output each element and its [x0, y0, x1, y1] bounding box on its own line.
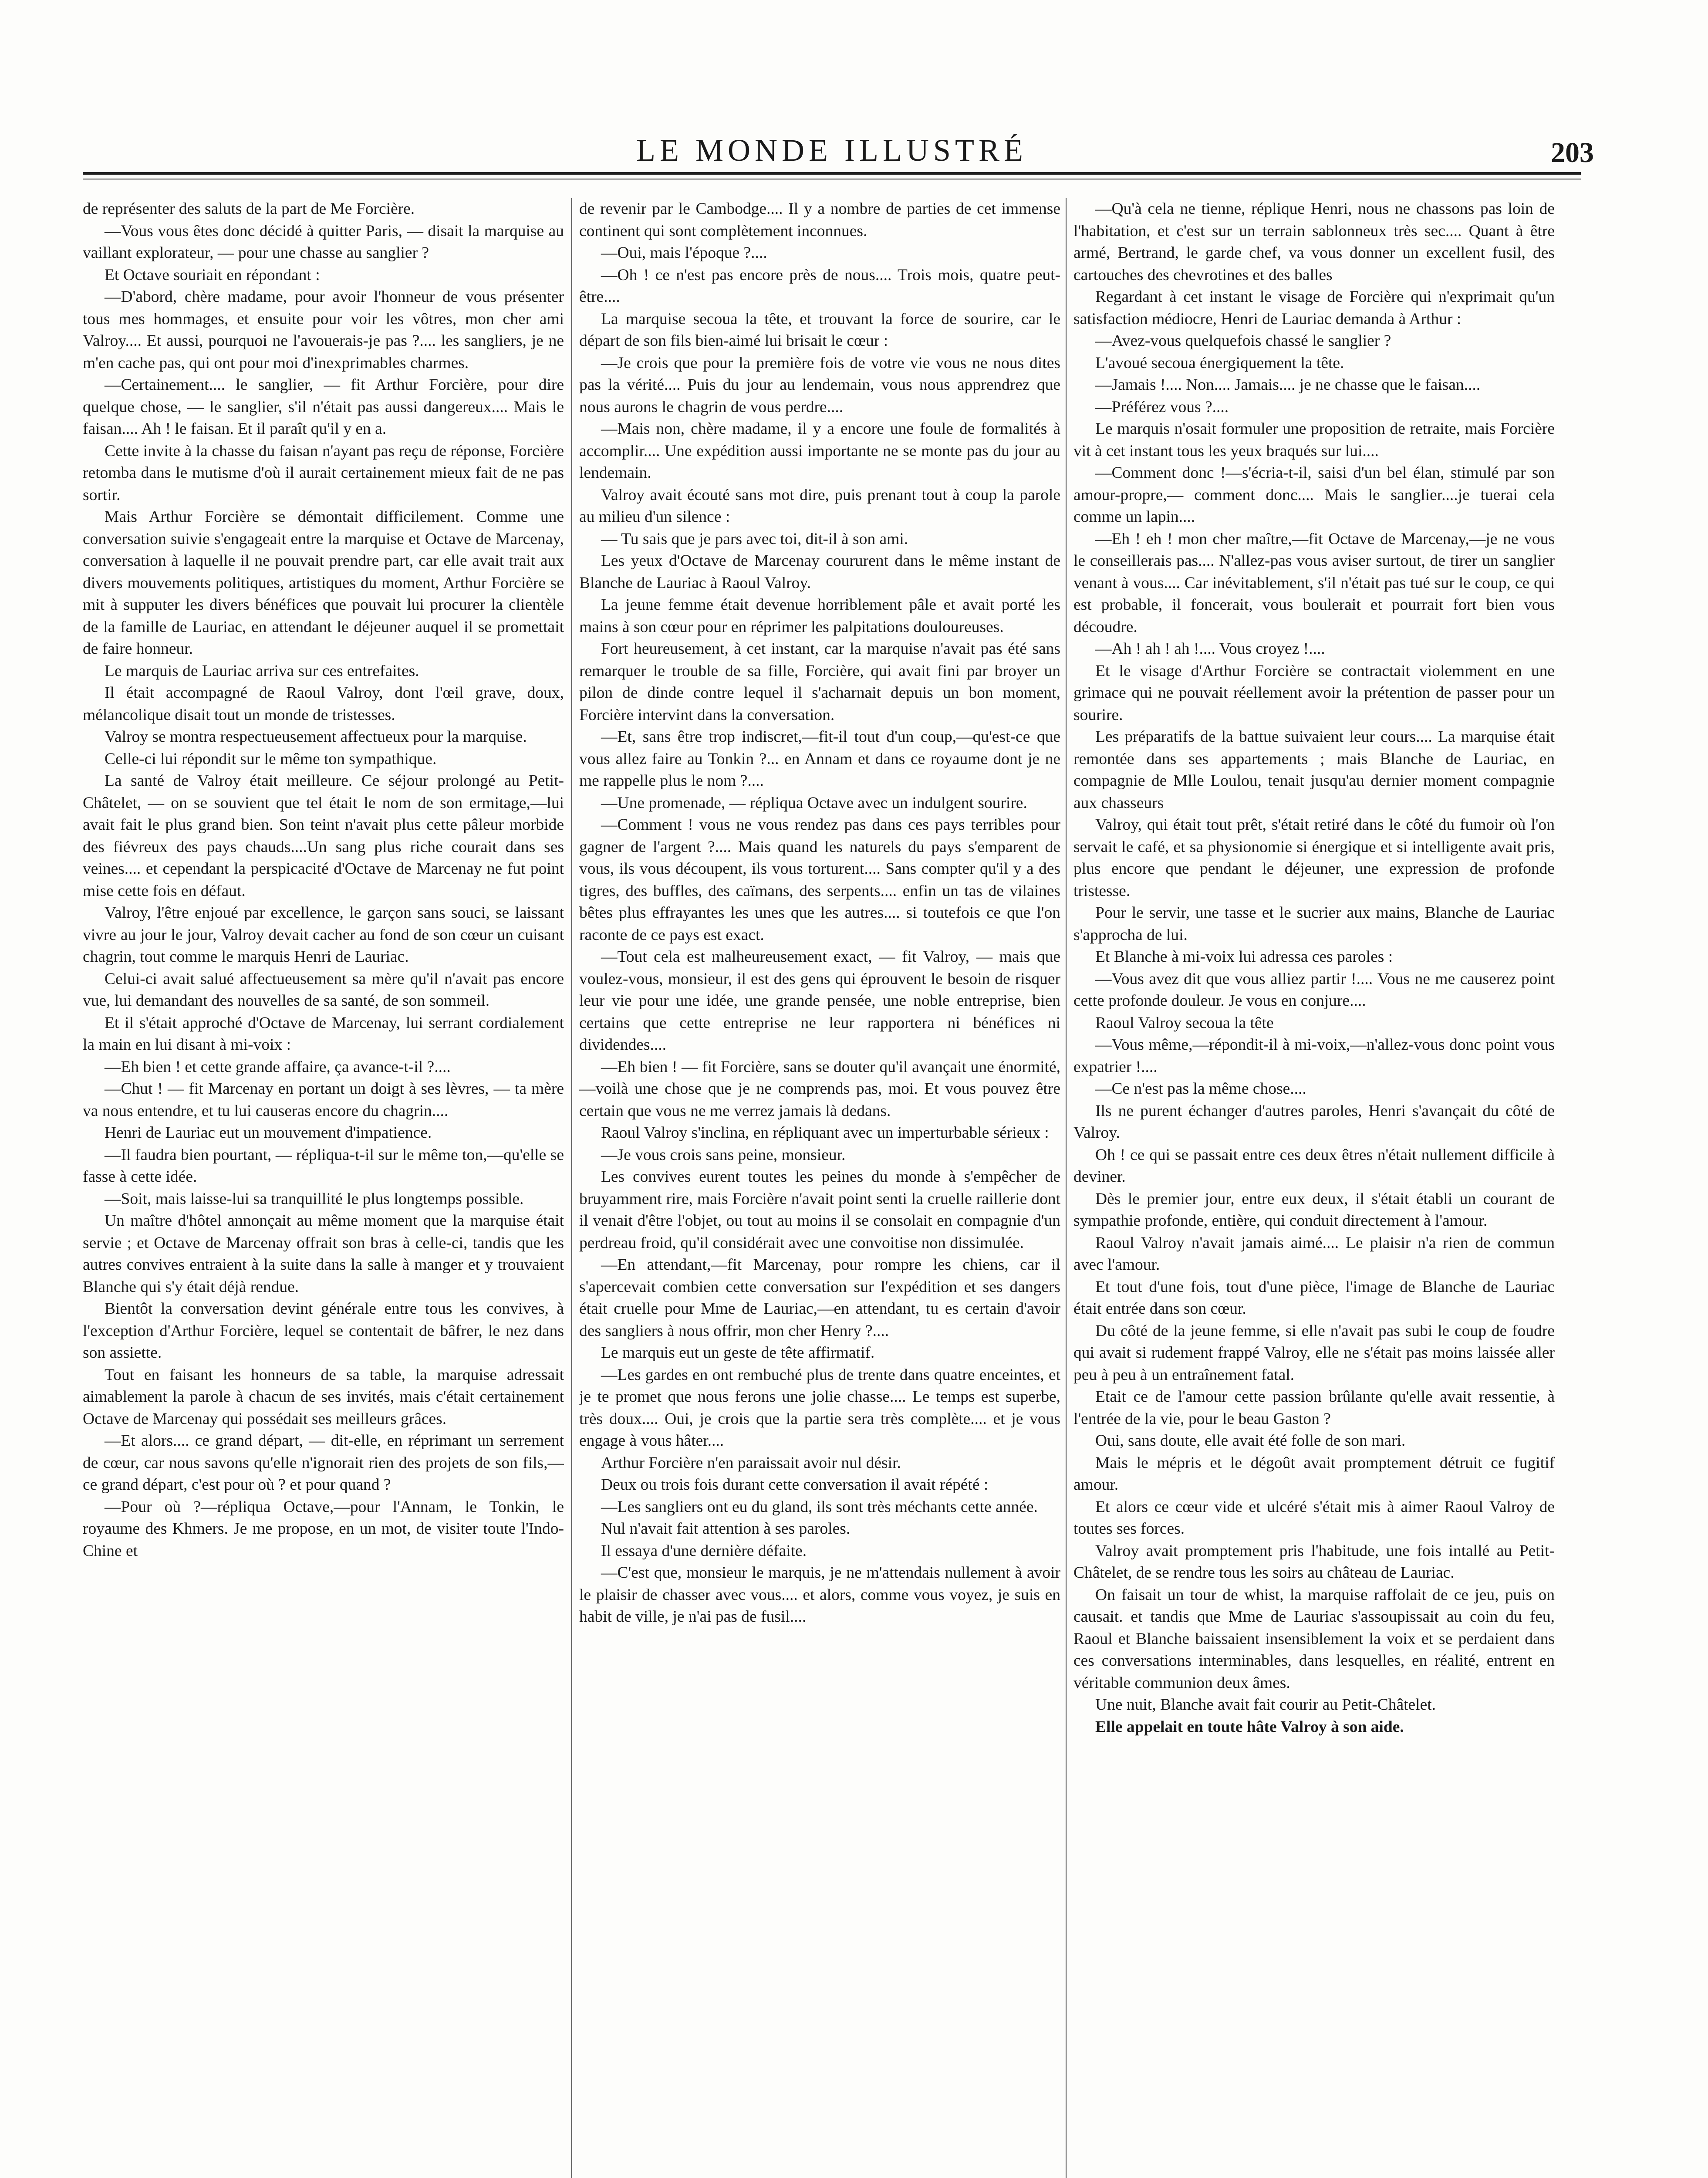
article-paragraph: —Vous même,—répondit-il à mi-voix,—n'allez-vous donc point vous expatrier !....: [1073, 1036, 1555, 1076]
article-paragraph: —Certainement.... le sanglier, — fit Arthur Forcière, pour dire quelque chose, — le sanglier, s'il n'était pas aussi dangereux.... Mais le faisan.... Ah ! le faisan. Et il paraît qu'il y en a.: [83, 376, 564, 438]
article-paragraph: Les préparatifs de la battue suivaient leur cours.... La marquise était remontée dans ses appartements ; mais Blanche de Lauriac, en compagnie de Mlle Loulou, tenait jusqu'au dernier moment compagnie aux chasseurs: [1073, 728, 1555, 812]
article-paragraph: — Tu sais que je pars avec toi, dit-il à son ami.: [601, 530, 908, 548]
article-paragraph: —Avez-vous quelquefois chassé le sanglier ?: [1095, 332, 1391, 350]
article-paragraph: Le marquis eut un geste de tête affirmatif.: [601, 1344, 875, 1362]
article-paragraph: L'avoué secoua énergiquement la tête.: [1095, 354, 1344, 372]
article-paragraph: Raoul Valroy n'avait jamais aimé.... Le plaisir n'a rien de commun avec l'amour.: [1073, 1234, 1555, 1274]
article-paragraph: de revenir par le Cambodge.... Il y a nombre de parties de cet immense continent qui sont complètement inconnues.: [579, 200, 1060, 240]
article-paragraph: Arthur Forcière n'en paraissait avoir nul désir.: [601, 1454, 901, 1472]
article-paragraph: de représenter des saluts de la part de Me Forcière.: [83, 200, 415, 218]
article-paragraph: —Je crois que pour la première fois de votre vie vous ne nous dites pas la vérité.... Puis du jour au lendemain, vous nous apprendrez que nous aurons le chagrin de vous perdre....: [579, 354, 1060, 416]
article-paragraph: —Eh bien ! et cette grande affaire, ça avance-t-il ?....: [105, 1058, 451, 1076]
article-paragraph: —D'abord, chère madame, pour avoir l'honneur de vous présenter tous mes hommages, et ensuite pour voir les vôtres, mon cher ami Valroy.... Et aussi, pourquoi ne l'avouerais-je pas ?.... les sangliers, je ne m'en cache pas, qui ont pour moi d'inexprimables charmes.: [83, 288, 564, 372]
article-paragraph: —Soit, mais laisse-lui sa tranquillité le plus longtemps possible.: [105, 1190, 524, 1208]
article-paragraph: Et Blanche à mi-voix lui adressa ces paroles :: [1095, 948, 1393, 966]
article-paragraph: Bientôt la conversation devint générale entre tous les convives, à l'exception d'Arthur Forcière, lequel se contentait de bâfrer, le nez dans son assiette.: [83, 1300, 564, 1362]
article-paragraph: Du côté de la jeune femme, si elle n'avait pas subi le coup de foudre qui avait si rudement frappé Valroy, elle ne s'était pas moins laissée aller peu à peu à un entraînement fatal.: [1073, 1322, 1555, 1384]
article-paragraph: Henri de Lauriac eut un mouvement d'impatience.: [105, 1124, 432, 1142]
article-paragraph: —Tout cela est malheureusement exact, — fit Valroy, — mais que voulez-vous, monsieur, il est des gens qui éprouvent le besoin de risquer leur vie pour une idée, une grande pensée, une noble entreprise, bien certains que cette entreprise ne leur rapportera ni bénéfices ni dividendes....: [579, 948, 1060, 1054]
article-paragraph: Et alors ce cœur vide et ulcéré s'était mis à aimer Raoul Valroy de toutes ses forces.: [1073, 1498, 1555, 1538]
article-paragraph: Fort heureusement, à cet instant, car la marquise n'avait pas été sans remarquer le trouble de sa fille, Forcière, qui avait fini par broyer un pilon de dinde contre lequel il s'acharnait depuis un bon moment, Forcière intervint dans la conversation.: [579, 640, 1060, 724]
article-paragraph: Le marquis de Lauriac arriva sur ces entrefaites.: [105, 662, 419, 680]
article-paragraph: Elle appelait en toute hâte Valroy à son aide.: [1095, 1718, 1404, 1736]
article-paragraph: Et le visage d'Arthur Forcière se contractait violemment en une grimace qui ne pouvait réellement avoir la prétention de passer pour un sourire.: [1073, 662, 1555, 724]
article-paragraph: Celui-ci avait salué affectueusement sa mère qu'il n'avait pas encore vue, lui demandant des nouvelles de sa santé, de son sommeil.: [83, 970, 564, 1010]
article-paragraph: Les convives eurent toutes les peines du monde à s'empêcher de bruyamment rire, mais Forcière n'avait point senti la cruelle raillerie dont il venait d'être l'objet, ou tout au moins il se consolait en compagnie d'un perdreau froid, qu'il considérait avec une convoitise non dissimulée.: [579, 1168, 1060, 1252]
article-paragraph: Raoul Valroy s'inclina, en répliquant avec un imperturbable sérieux :: [601, 1124, 1049, 1142]
article-paragraph: Etait ce de l'amour cette passion brûlante qu'elle avait ressentie, à l'entrée de la vie, pour le beau Gaston ?: [1073, 1388, 1555, 1428]
article-paragraph: —Oui, mais l'époque ?....: [601, 244, 767, 262]
article-paragraph: Regardant à cet instant le visage de Forcière qui n'exprimait qu'un satisfaction médiocre, Henri de Lauriac demanda à Arthur :: [1073, 288, 1555, 328]
article-paragraph: Et tout d'une fois, tout d'une pièce, l'image de Blanche de Lauriac était entrée dans son cœur.: [1073, 1278, 1555, 1318]
article-paragraph: Oh ! ce qui se passait entre ces deux êtres n'était nullement difficile à deviner.: [1073, 1146, 1555, 1186]
article-paragraph: —Je vous crois sans peine, monsieur.: [601, 1146, 846, 1164]
article-paragraph: Une nuit, Blanche avait fait courir au Petit-Châtelet.: [1095, 1696, 1436, 1714]
article-paragraph: —Qu'à cela ne tienne, réplique Henri, nous ne chassons pas loin de l'habitation, et c'est sur un terrain sablonneux très sec.... Quant à être armé, Bertrand, le garde chef, va vous donner un excellent fusil, des cartouches des chevrotines et des balles: [1073, 200, 1555, 284]
article-paragraph: —Eh ! eh ! mon cher maître,—fit Octave de Marcenay,—je ne vous le conseillerais pas.... N'allez-pas vous aviser surtout, de tirer un sanglier venant à vous.... Car inévitablement, s'il n'était pas tué sur le coup, ce qui est probable, il foncerait, vous boulerait et pourrait fort bien vous découdre.: [1073, 530, 1555, 636]
text-column-2: [579, 198, 1060, 2178]
text-column-3: [1073, 198, 1555, 2178]
article-paragraph: —Chut ! — fit Marcenay en portant un doigt à ses lèvres, — ta mère va nous entendre, et tu lui causeras encore du chagrin....: [83, 1080, 564, 1120]
article-paragraph: —Une promenade, — répliqua Octave avec un indulgent sourire.: [601, 794, 1027, 812]
article-paragraph: Valroy avait promptement pris l'habitude, une fois intallé au Petit-Châtelet, de se rendre tous les soirs au château de Lauriac.: [1073, 1542, 1555, 1582]
article-paragraph: La santé de Valroy était meilleure. Ce séjour prolongé au Petit-Châtelet, — on se souvient que tel était le nom de son ermitage,—lui avait fait le plus grand bien. Son teint n'avait plus cette pâleur morbide des fiévreux des pays chauds....Un sang plus riche courait dans ses veines.... et cependant la perspicacité d'Octave de Marcenay ne fut point mise cette fois en défaut.: [83, 772, 564, 900]
article-paragraph: Ils ne purent échanger d'autres paroles, Henri s'avançait du côté de Valroy.: [1073, 1102, 1555, 1142]
article-paragraph: Un maître d'hôtel annonçait au même moment que la marquise était servie ; et Octave de Marcenay offrait son bras à celle-ci, tandis que les autres convives entraient à la suite dans la salle à manger et y trouvaient Blanche qui s'y était déjà rendue.: [83, 1212, 564, 1296]
article-paragraph: Il était accompagné de Raoul Valroy, dont l'œil grave, doux, mélancolique disait tout un monde de tristesses.: [83, 684, 564, 724]
article-paragraph: Deux ou trois fois durant cette conversation il avait répété :: [601, 1476, 989, 1494]
article-paragraph: Raoul Valroy secoua la tête: [1095, 1014, 1274, 1032]
article-paragraph: Les yeux d'Octave de Marcenay coururent dans le même instant de Blanche de Lauriac à Raoul Valroy.: [579, 552, 1060, 592]
text-column-1: [83, 198, 564, 2178]
article-paragraph: La marquise secoua la tête, et trouvant la force de sourire, car le départ de son fils bien-aimé lui brisait le cœur :: [579, 310, 1060, 350]
article-paragraph: —Les gardes en ont rembuché plus de trente dans quatre enceintes, et je te promet que nous ferons une jolie chasse.... Le temps est superbe, très doux.... Oui, je crois que la partie sera très complète.... et je vous engage à vous hâter....: [579, 1366, 1060, 1450]
article-paragraph: Mais Arthur Forcière se démontait difficilement. Comme une conversation suivie s'engageait entre la marquise et Octave de Marcenay, conversation à laquelle il ne pouvait prendre part, car elle avait trait aux divers mouvements politiques, artistiques du moment, Arthur Forcière se mit à supputer les divers bénéfices que pouvait lui procurer la clientèle de la famille de Lauriac, en attendant le déjeuner auquel il se promettait de faire honneur.: [83, 508, 564, 658]
article-paragraph: Oui, sans doute, elle avait été folle de son mari.: [1095, 1432, 1406, 1450]
article-paragraph: —Comment ! vous ne vous rendez pas dans ces pays terribles pour gagner de l'argent ?.... Mais quand les naturels du pays s'emparent de vous, ils vous découpent, ils vous torturent.... Sans compter qu'il y a des tigres, des buffles, des caïmans, des serpents.... enfin un tas de vilaines bêtes plus effrayantes les unes que les autres.... si toutefois ce que l'on raconte de ce pays est exact.: [579, 816, 1060, 944]
column-divider: [1066, 198, 1067, 2178]
article-paragraph: Nul n'avait fait attention à ses paroles.: [601, 1520, 851, 1538]
article-paragraph: —Et alors.... ce grand départ, — dit-elle, en réprimant un serrement de cœur, car nous savons qu'elle n'ignorait rien des projets de son fils,—ce grand départ, c'est pour où ? et pour quand ?: [83, 1432, 564, 1494]
article-paragraph: —Ah ! ah ! ah !.... Vous croyez !....: [1095, 640, 1325, 658]
article-paragraph: Et il s'était approché d'Octave de Marcenay, lui serrant cordialement la main en lui disant à mi-voix :: [83, 1014, 564, 1054]
article-paragraph: —Jamais !.... Non.... Jamais.... je ne chasse que le faisan....: [1095, 376, 1481, 394]
article-paragraph: —Et, sans être trop indiscret,—fit-il tout d'un coup,—qu'est-ce que vous allez faire au Tonkin ?... en Annam et dans ce royaume dont je ne me rappelle plus le nom ?....: [579, 728, 1060, 790]
page-number: 203: [1551, 137, 1594, 169]
article-paragraph: —En attendant,—fit Marcenay, pour rompre les chiens, car il s'apercevait combien cette conversation sur l'expédition et ses dangers était cruelle pour Mme de Lauriac,—en attendant, tu es certain d'avoir des sangliers à nous offrir, mon cher Henry ?....: [579, 1256, 1060, 1340]
article-paragraph: —Ce n'est pas la même chose....: [1095, 1080, 1306, 1098]
article-paragraph: —Mais non, chère madame, il y a encore une foule de formalités à accomplir.... Une expédition aussi importante ne se monte pas du jour au lendemain.: [579, 420, 1060, 482]
header-rule-thick: [83, 172, 1581, 175]
article-paragraph: Valroy se montra respectueusement affectueux pour la marquise.: [105, 728, 527, 746]
article-paragraph: Dès le premier jour, entre eux deux, il s'était établi un courant de sympathie profonde, entière, qui conduit directement à l'amour.: [1073, 1190, 1555, 1230]
article-paragraph: Valroy, qui était tout prêt, s'était retiré dans le côté du fumoir où l'on servait le café, et sa physionomie si énergique et si intelligente avait pris, plus encore que pendant le déjeuner, une expression de profonde tristesse.: [1073, 816, 1555, 900]
article-paragraph: Valroy avait écouté sans mot dire, puis prenant tout à coup la parole au milieu d'un silence :: [579, 486, 1060, 526]
article-paragraph: —Préférez vous ?....: [1095, 398, 1229, 416]
page-header: [83, 131, 1594, 170]
article-paragraph: —Eh bien ! — fit Forcière, sans se douter qu'il avançait une énormité,—voilà une chose que je ne comprends pas, moi. Et vous pouvez être certain que vous ne me verrez jamais là dedans.: [579, 1058, 1060, 1120]
article-paragraph: —Les sangliers ont eu du gland, ils sont très méchants cette année.: [601, 1498, 1038, 1516]
article-paragraph: On faisait un tour de whist, la marquise raffolait de ce jeu, puis on causait. et tandis que Mme de Lauriac s'assoupissait au coin du feu, Raoul et Blanche baissaient insensiblement la voix et se perdaient dans ces conversations interminables, dans lesquelles, en réalité, entrent en véritable communion deux âmes.: [1073, 1586, 1555, 1692]
article-paragraph: —Vous vous êtes donc décidé à quitter Paris, — disait la marquise au vaillant explorateur, — pour une chasse au sanglier ?: [83, 222, 564, 262]
column-divider: [571, 198, 572, 2178]
journal-title: LE MONDE ILLUSTRÉ: [636, 133, 1027, 168]
article-paragraph: —Comment donc !—s'écria-t-il, saisi d'un bel élan, stimulé par son amour-propre,— comment donc.... Mais le sanglier....je tuerai cela comme un lapin....: [1073, 464, 1555, 526]
article-paragraph: Tout en faisant les honneurs de sa table, la marquise adressait aimablement la parole à chacun de ses invités, mais c'était certainement Octave de Marcenay qui possédait ses meilleurs grâces.: [83, 1366, 564, 1428]
article-paragraph: La jeune femme était devenue horriblement pâle et avait porté les mains à son cœur pour en réprimer les palpitations douloureuses.: [579, 596, 1060, 636]
article-paragraph: Le marquis n'osait formuler une proposition de retraite, mais Forcière vit à cet instant tous les yeux braqués sur lui....: [1073, 420, 1555, 460]
article-paragraph: —Vous avez dit que vous alliez partir !.... Vous ne me causerez point cette profonde douleur. Je vous en conjure....: [1073, 970, 1555, 1010]
article-paragraph: —Il faudra bien pourtant, — répliqua-t-il sur le même ton,—qu'elle se fasse à cette idée.: [83, 1146, 564, 1186]
article-paragraph: Valroy, l'être enjoué par excellence, le garçon sans souci, se laissant vivre au jour le jour, Valroy devait cacher au fond de son cœur un cuisant chagrin, tout comme le marquis Henri de Lauriac.: [83, 904, 564, 966]
article-paragraph: Celle-ci lui répondit sur le même ton sympathique.: [105, 750, 437, 768]
article-paragraph: Il essaya d'une dernière défaite.: [601, 1542, 807, 1560]
article-paragraph: Et Octave souriait en répondant :: [105, 266, 320, 284]
article-paragraph: Mais le mépris et le dégoût avait promptement détruit ce fugitif amour.: [1073, 1454, 1555, 1494]
article-paragraph: —Pour où ?—répliqua Octave,—pour l'Annam, le Tonkin, le royaume des Khmers. Je me propose, en un mot, de visiter toute l'Indo-Chine et: [83, 1498, 564, 1560]
article-paragraph: —Oh ! ce n'est pas encore près de nous.... Trois mois, quatre peut-être....: [579, 266, 1060, 306]
article-paragraph: Pour le servir, une tasse et le sucrier aux mains, Blanche de Lauriac s'approcha de lui.: [1073, 904, 1555, 944]
article-paragraph: —C'est que, monsieur le marquis, je ne m'attendais nullement à avoir le plaisir de chasser avec vous.... et alors, comme vous voyez, je suis en habit de ville, je n'ai pas de fusil....: [579, 1564, 1060, 1626]
article-paragraph: Cette invite à la chasse du faisan n'ayant pas reçu de réponse, Forcière retomba dans le mutisme d'où il aurait certainement mieux fait de ne pas sortir.: [83, 442, 564, 504]
